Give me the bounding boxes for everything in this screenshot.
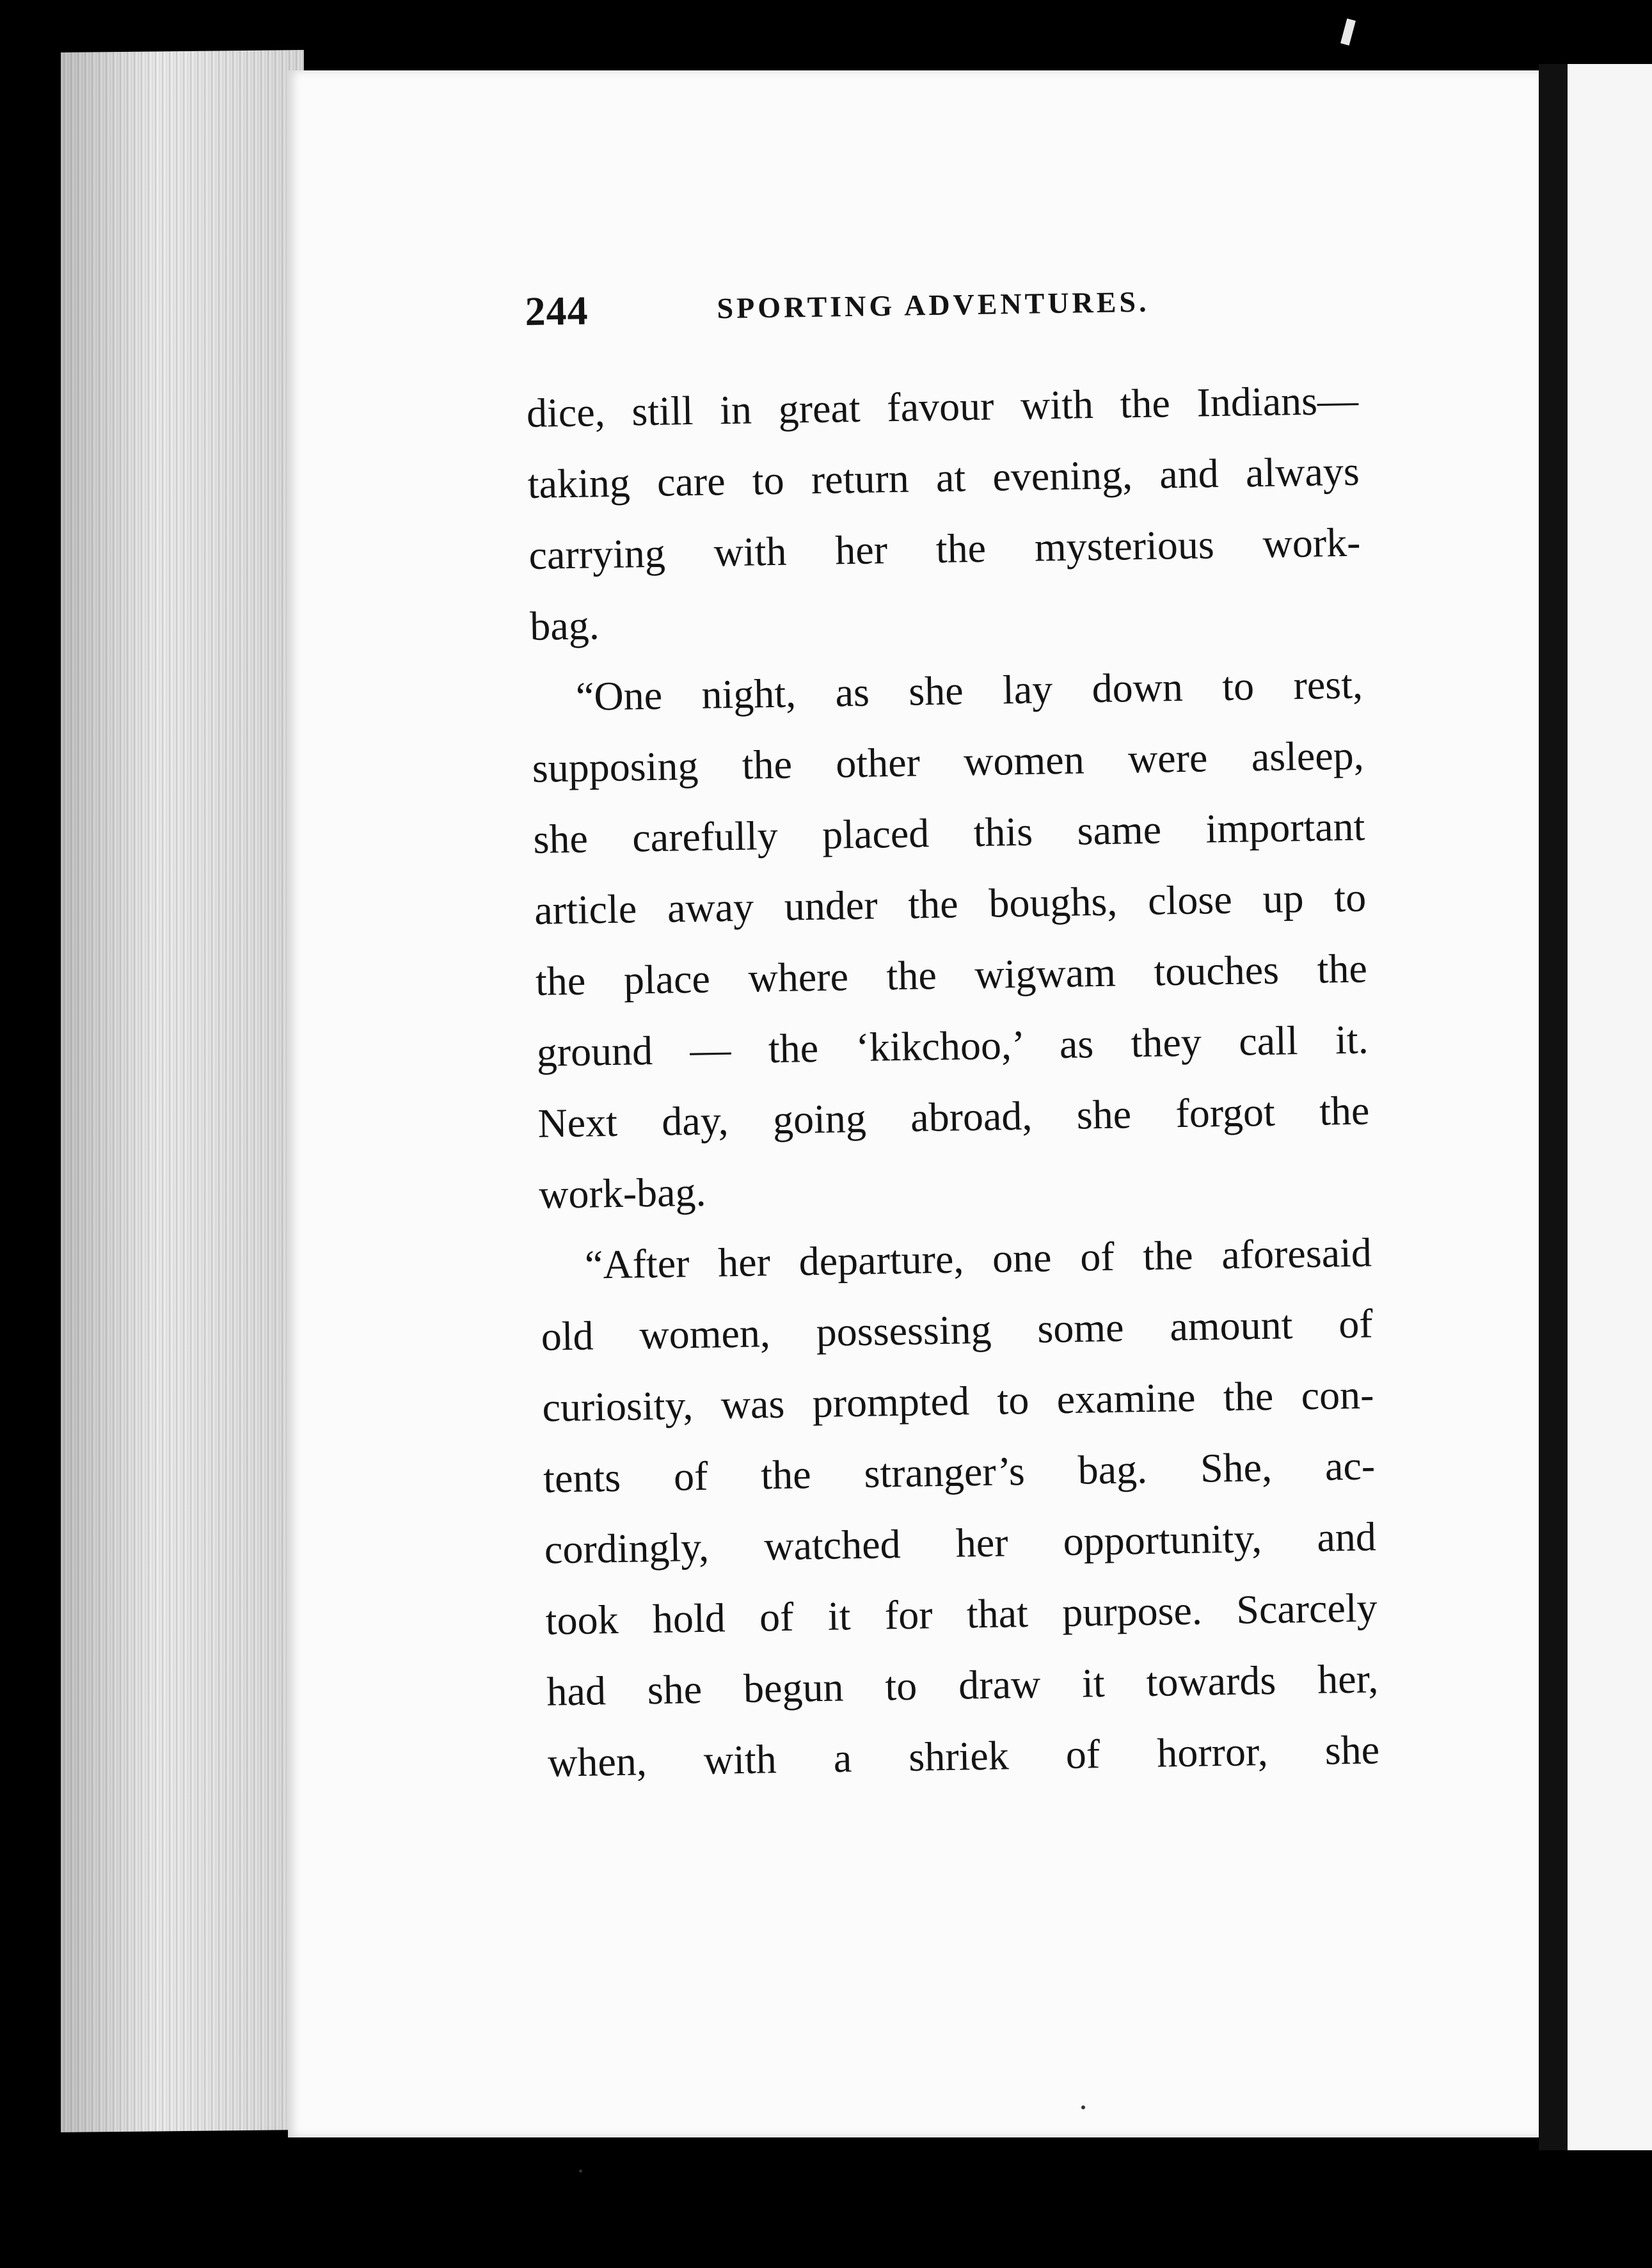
- text-line: article away under the boughs, close up to: [534, 874, 1367, 933]
- text-line: ground — the ‘kikchoo,’ as they call it.: [536, 1016, 1369, 1075]
- text-line: bag.: [529, 602, 600, 649]
- text-line: had she begun to draw it towards her,: [546, 1656, 1379, 1714]
- text-line: curiosity, was prompted to examine the con-: [541, 1371, 1374, 1430]
- text-line: supposing the other women were asleep,: [532, 732, 1365, 791]
- dust-speck: [1081, 2105, 1085, 2109]
- text-line: took hold of it for that purpose. Scarcely: [545, 1585, 1378, 1643]
- text-line: the place where the wigwam touches the: [535, 945, 1368, 1004]
- text-line: tents of the stranger’s bag. She, ac-: [543, 1442, 1376, 1501]
- text-line: taking care to return at evening, and always: [527, 448, 1360, 507]
- binding-gutter: [1539, 64, 1568, 2150]
- text-line: old women, possessing some amount of: [541, 1300, 1374, 1359]
- scan-artifact: [1340, 19, 1356, 45]
- text-line: Next day, going abroad, she forgot the: [537, 1087, 1370, 1146]
- text-line: cordingly, watched her opportunity, and: [544, 1513, 1377, 1572]
- text-line: “One night, as she lay down to rest,: [575, 661, 1363, 719]
- text-line: carrying with her the mysterious work-: [528, 519, 1361, 578]
- running-title: SPORTING ADVENTURES.: [717, 285, 1150, 325]
- page-number: 244: [525, 287, 589, 334]
- running-head: [525, 275, 1357, 346]
- text-line: she carefully placed this same important: [532, 803, 1365, 862]
- text-line: work-bag.: [538, 1169, 707, 1217]
- text-line: dice, still in great favour with the Indians—: [526, 377, 1359, 436]
- page-text: [525, 275, 1380, 1798]
- text-line: “After her departure, one of the aforesaid: [584, 1229, 1372, 1288]
- dust-speck: [579, 2169, 582, 2173]
- page-edges: [61, 50, 304, 2132]
- adjacent-page-edge: [1568, 64, 1652, 2150]
- text-line: when, with a shriek of horror, she: [547, 1727, 1380, 1785]
